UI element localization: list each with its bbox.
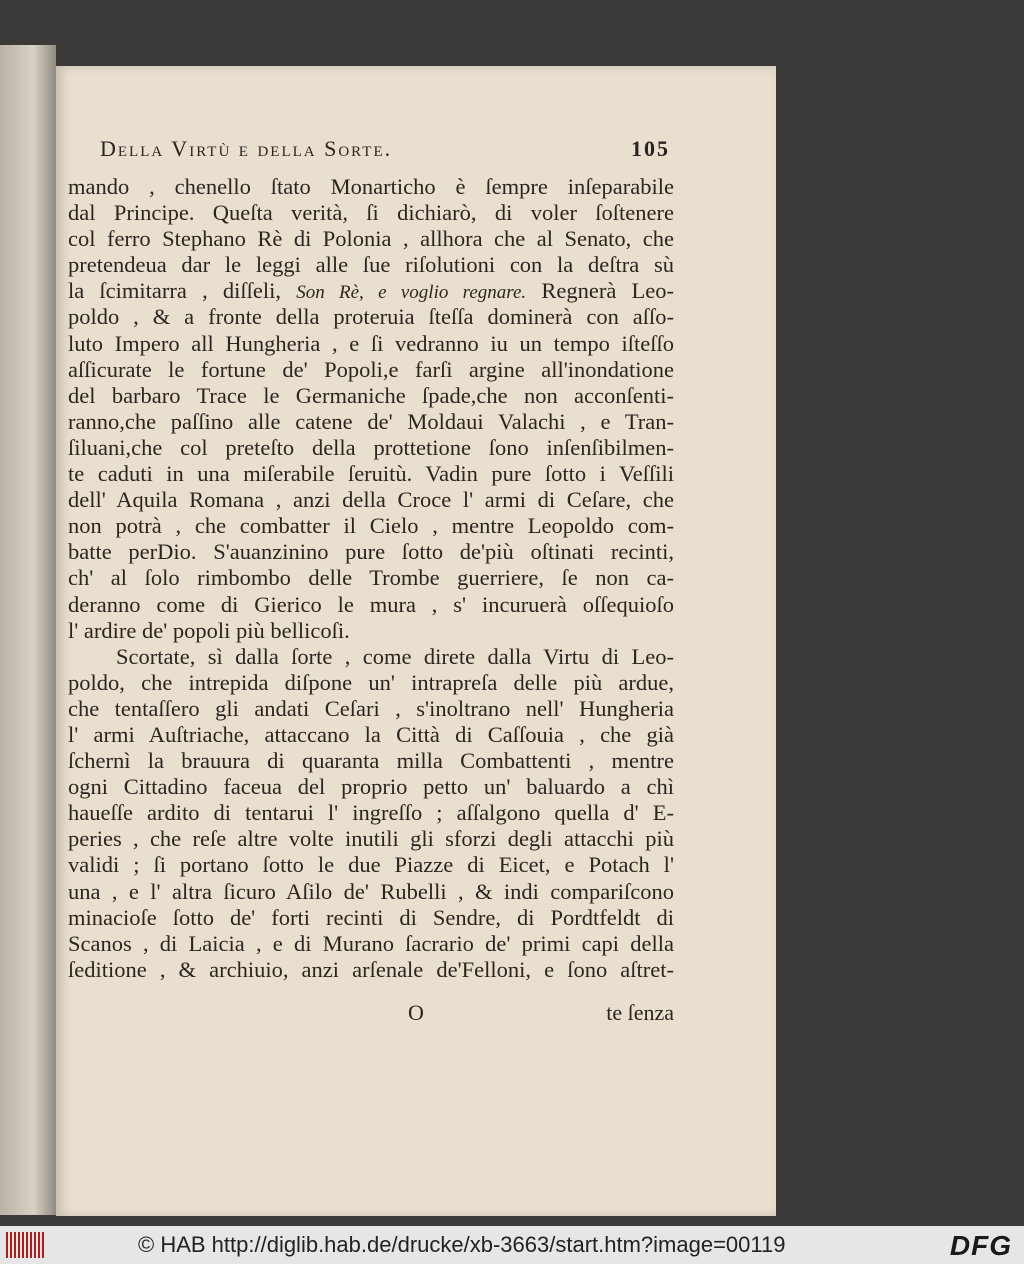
text-line: peries , che reſe altre volte inutili gli sforzi degli attacchi più	[68, 826, 674, 852]
catchword: te ſenza	[606, 1000, 674, 1025]
viewer-footer-bar	[0, 1226, 1024, 1264]
text-line: aſſicurate le fortune de' Popoli,e farſi argine all'inondatione	[68, 356, 674, 382]
text-line: col ferro Stephano Rè di Polonia , allhora che al Senato, che	[68, 226, 674, 252]
text-line: minacioſe ſotto de' forti recinti di Sendre, di Pordtfeldt di	[68, 904, 674, 930]
text-line	[68, 278, 674, 304]
text-line: poldo , & a fronte della proteruia ſteſſa dominerà con aſſo-	[68, 304, 674, 330]
text-line: ſeditione , & archiuio, anzi arſenale de'Felloni, e ſono aſtret-	[68, 956, 674, 982]
text-line: ogni Cittadino faceua del proprio petto un' baluardo a chì	[68, 774, 674, 800]
text-line: te caduti in una miſerabile ſeruitù. Vadin pure ſotto i Veſſili	[68, 461, 674, 487]
text-line: ſiluani,che col preteſto della prottetione ſono inſenſibilmen-	[68, 434, 674, 460]
running-header	[100, 136, 670, 166]
text-line: haueſſe ardito di tentarui l' ingreſſo ; aſſalgono quella d' E-	[68, 800, 674, 826]
text-line: una , e l' altra ſicuro Aſilo de' Rubelli , & indi compariſcono	[68, 878, 674, 904]
body-text	[68, 174, 674, 983]
text-line: ranno,che paſſino alle catene de' Moldaui Valachi , e Tran-	[68, 408, 674, 434]
running-title: Della Virtù e della Sorte.	[100, 136, 393, 161]
text-line: dal Principe. Queſta verità, ſi dichiarò, di voler ſoſtenere	[68, 200, 674, 226]
text-line: Scanos , di Laicia , e di Murano ſacrario de' primi capi della	[68, 930, 674, 956]
text-line: non potrà , che combatter il Cielo , mentre Leopoldo com-	[68, 513, 674, 539]
text-line: validi ; ſi portano ſotto le due Piazze di Eicet, e Potach l'	[68, 852, 674, 878]
text-line: dell' Aquila Romana , anzi della Croce l' armi di Ceſare, che	[68, 487, 674, 513]
text-line: l' armi Auſtriache, attaccano la Città di Caſſouia , che già	[68, 721, 674, 747]
hab-logo-icon	[6, 1232, 46, 1258]
text-segment: la ſcimitarra , diſſeli,	[68, 278, 297, 304]
text-line: Scortate, sì dalla ſorte , come direte dalla Virtu di Leo-	[116, 643, 674, 669]
text-line: mando , chenello ſtato Monarticho è ſempre inſeparabile	[68, 174, 674, 199]
text-line: ch' al ſolo rimbombo delle Trombe guerriere, ſe non ca-	[68, 565, 674, 591]
page-number: 105	[631, 136, 670, 161]
source-url[interactable]: © HAB http://diglib.hab.de/drucke/xb-3663/start.htm?image=00119	[138, 1232, 786, 1257]
text-line: del barbaro Trace le Germaniche ſpade,che non acconſenti-	[68, 382, 674, 408]
dfg-logo: DFG	[949, 1230, 1012, 1261]
text-line: deranno come di Gierico le mura , s' incuruerà oſſequioſo	[68, 591, 674, 617]
text-line: l' ardire de' popoli più bellicoſi.	[68, 617, 350, 643]
facing-page-edge	[0, 45, 56, 1215]
text-line: pretendeua dar le leggi alle ſue riſolutioni con la deſtra sù	[68, 252, 674, 278]
text-line: poldo, che intrepida diſpone un' intrapreſa delle più ardue,	[68, 669, 674, 695]
text-line: che tentaſſero gli andati Ceſari , s'inoltrano nell' Hungheria	[68, 695, 674, 721]
signature-mark: O	[408, 1000, 424, 1025]
text-line: ſchernì la brauura di quaranta milla Combattenti , mentre	[68, 748, 674, 774]
italic-quote: Son Rè, e voglio regnare.	[296, 282, 527, 304]
text-line: batte perDio. S'auanzinino pure ſotto de'più oſtinati recinti,	[68, 539, 674, 565]
text-segment: Regnerà Leo-	[526, 278, 675, 304]
page-footer-marks	[68, 1000, 674, 1028]
text-line: luto Impero all Hungheria , e ſi vedranno iu un tempo iſteſſo	[68, 330, 674, 356]
